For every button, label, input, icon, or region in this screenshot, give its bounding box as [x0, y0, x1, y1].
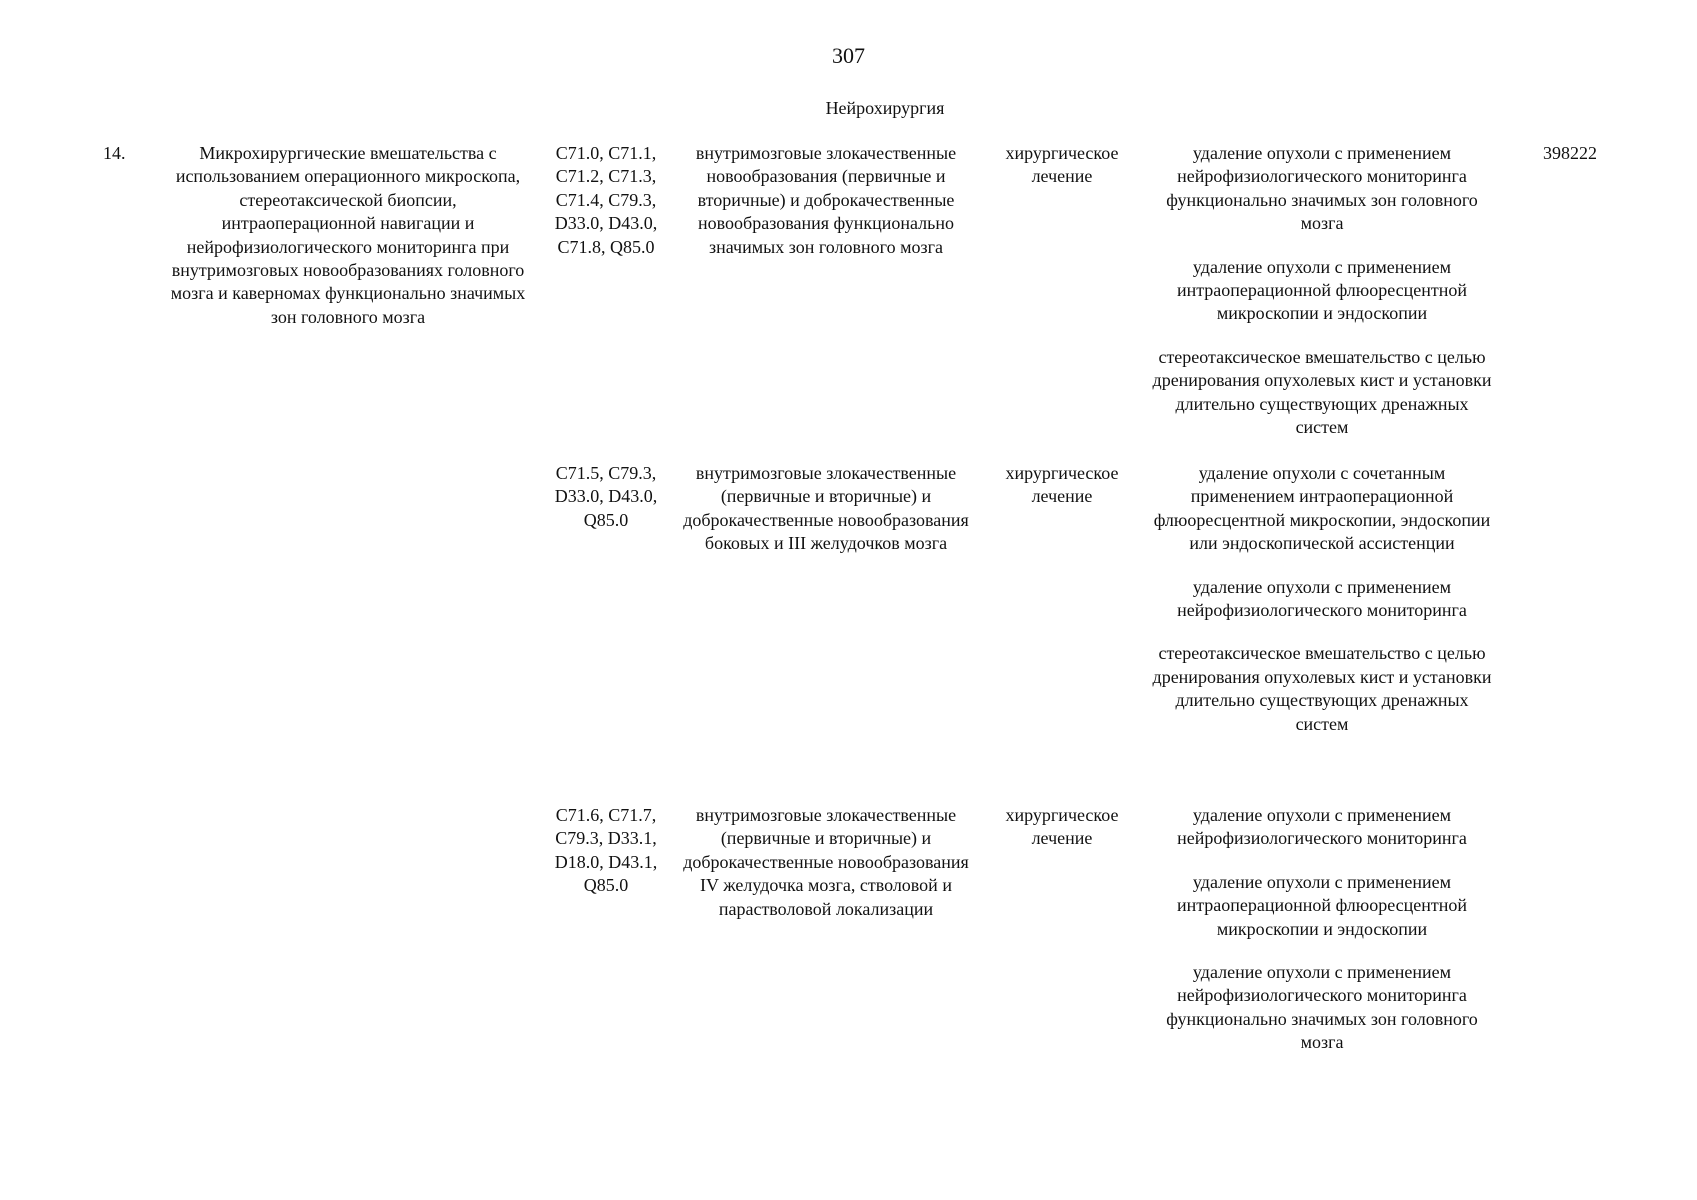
treatment-type-group-3: хирургическое лечение — [1005, 805, 1119, 849]
method-item: удаление опухоли с сочетанным применением интраоперационной флюоресцентной микроскопии, эндоскопии или эндоскопической ассистенции — [1153, 463, 1491, 554]
methods-group-2 — [1150, 462, 1494, 736]
icd-codes-group-1: C71.0, C71.1, C71.2, C71.3, C71.4, C79.3, D33.0, D43.0, C71.8, Q85.0 — [554, 143, 658, 257]
diagnosis-group-2: внутримозговые злокачественные (первичные и вторичные) и доброкачественные новообразования боковых и III желудочков мозга — [683, 463, 969, 554]
method-item: удаление опухоли с применением интраоперационной флюоресцентной микроскопии и эндоскопии — [1176, 871, 1468, 939]
diagnosis-group-1: внутримозговые злокачественные новообразования (первичные и вторичные) и доброкачественные новообразования функционально значимых зон головного мозга — [695, 143, 957, 257]
tariff-value: 398222 — [1543, 143, 1597, 163]
treatment-type-group-2: хирургическое лечение — [1005, 463, 1119, 507]
icd-codes-group-3: C71.6, C71.7, C79.3, D33.1, D18.0, D43.1, Q85.0 — [554, 805, 658, 896]
method-item: удаление опухоли с применением нейрофизиологического мониторинга — [1177, 805, 1467, 849]
treatment-type-group-1: хирургическое лечение — [1005, 143, 1119, 187]
icd-codes-group-2: C71.5, C79.3, D33.0, D43.0, Q85.0 — [554, 463, 658, 530]
method-item: удаление опухоли с применением нейрофизиологического мониторинга функционально значимых зон головного мозга — [1166, 962, 1478, 1053]
method-item: стереотаксическое вмешательство с целью дренирования опухолевых кист и установки длительно существующих дренажных систем — [1152, 346, 1492, 438]
page-number: 307 — [832, 43, 865, 68]
methods-group-3 — [1150, 804, 1494, 1055]
method-item: удаление опухоли с применением нейрофизиологического мониторинга — [1177, 576, 1467, 621]
methods-group-1 — [1150, 142, 1494, 439]
section-title: Нейрохирургия — [825, 98, 945, 118]
service-name: Микрохирургические вмешательства с использованием операционного микроскопа, стереотаксической биопсии, интраоперационной навигации и нейрофизиологического мониторинга при внутримозговых новообразованиях головного мозга и каверномах функционально значимых зон головного мозга — [170, 143, 526, 327]
diagnosis-group-3: внутримозговые злокачественные (первичные и вторичные) и доброкачественные новообразования IV желудочка мозга, стволовой и парастволовой локализации — [683, 805, 969, 919]
method-item: удаление опухоли с применением нейрофизиологического мониторинга функционально значимых зон головного мозга — [1166, 143, 1478, 234]
row-number: 14. — [103, 143, 126, 163]
method-item: стереотаксическое вмешательство с целью дренирования опухолевых кист и установки длительно существующих дренажных систем — [1152, 643, 1492, 734]
method-item: удаление опухоли с применением интраоперационной флюоресцентной микроскопии и эндоскопии — [1176, 256, 1468, 324]
